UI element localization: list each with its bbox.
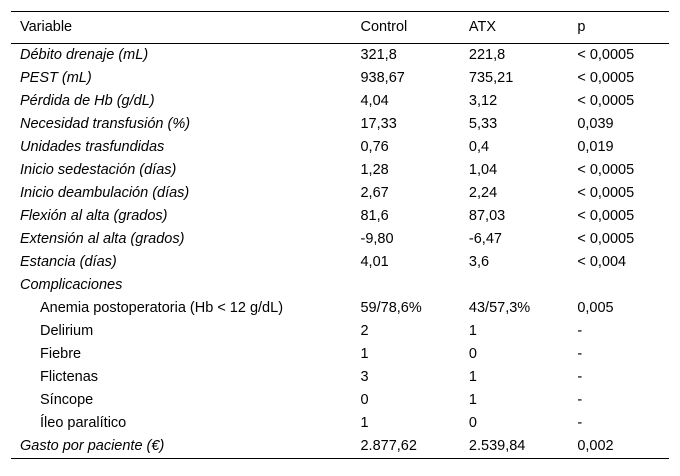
p-value: < 0,0005 xyxy=(577,208,635,224)
table-row xyxy=(11,297,669,320)
header-p: p xyxy=(577,19,586,35)
atx-value: 0 xyxy=(468,346,477,362)
row-label: Fiebre xyxy=(40,346,82,362)
p-value: 0,019 xyxy=(577,139,614,155)
table-row xyxy=(11,44,669,68)
row-label: Unidades trasfundidas xyxy=(20,139,165,155)
atx-value: 2,24 xyxy=(468,185,498,201)
control-value: 17,33 xyxy=(360,116,397,132)
header-control: Control xyxy=(360,19,408,35)
table-row xyxy=(11,412,669,435)
atx-value: 2.539,84 xyxy=(468,438,526,454)
p-value: - xyxy=(577,369,583,385)
atx-value: 1 xyxy=(468,369,477,385)
atx-value: -6,47 xyxy=(468,231,502,247)
row-label: Estancia (días) xyxy=(20,254,117,270)
control-value: 1,28 xyxy=(360,162,389,178)
atx-value: 221,8 xyxy=(468,47,506,63)
p-value: < 0,0005 xyxy=(577,47,635,63)
table-row xyxy=(11,136,669,159)
atx-value: 1 xyxy=(468,392,477,408)
p-value: < 0,004 xyxy=(577,254,627,270)
p-value: 0,039 xyxy=(577,116,614,132)
row-label: Débito drenaje (mL) xyxy=(20,47,149,63)
control-value: 0 xyxy=(360,392,369,408)
p-value xyxy=(577,274,669,297)
control-value: 2.877,62 xyxy=(360,438,417,454)
row-label: Flictenas xyxy=(40,369,99,385)
table-row xyxy=(11,205,669,228)
control-value: 938,67 xyxy=(360,70,405,86)
table-row xyxy=(11,251,669,274)
p-value: - xyxy=(577,392,583,408)
row-label: Anemia postoperatoria (Hb < 12 g/dL) xyxy=(40,300,284,316)
atx-value: 735,21 xyxy=(468,70,514,86)
header-row xyxy=(11,12,669,44)
atx-value: 43/57,3% xyxy=(468,300,531,316)
atx-value: 1,04 xyxy=(468,162,498,178)
row-label: Pérdida de Hb (g/dL) xyxy=(20,93,155,109)
p-value: 0,002 xyxy=(577,438,614,454)
control-value: 4,04 xyxy=(360,93,389,109)
row-label: Íleo paralítico xyxy=(40,415,127,431)
control-value: 81,6 xyxy=(360,208,389,224)
control-value: 3 xyxy=(360,369,369,385)
atx-value: 87,03 xyxy=(468,208,506,224)
table-row xyxy=(11,159,669,182)
table-row-section xyxy=(11,274,669,297)
table-row xyxy=(11,113,669,136)
atx-value: 0,4 xyxy=(468,139,490,155)
table-row xyxy=(11,343,669,366)
row-label: Delirium xyxy=(40,323,94,339)
table-row xyxy=(11,320,669,343)
table-row xyxy=(11,90,669,113)
control-value: 0,76 xyxy=(360,139,389,155)
row-label: Inicio sedestación (días) xyxy=(20,162,177,178)
row-label: Extensión al alta (grados) xyxy=(20,231,185,247)
header-atx: ATX xyxy=(468,19,497,35)
row-label: Flexión al alta (grados) xyxy=(20,208,168,224)
table-row xyxy=(11,67,669,90)
header-variable: Variable xyxy=(20,19,73,35)
atx-value xyxy=(469,274,577,297)
table-row xyxy=(11,389,669,412)
control-value: -9,80 xyxy=(360,231,394,247)
control-value: 2,67 xyxy=(360,185,389,201)
p-value: < 0,0005 xyxy=(577,162,635,178)
table-row xyxy=(11,435,669,459)
row-label: Síncope xyxy=(40,392,94,408)
row-label: Gasto por paciente (€) xyxy=(20,438,165,454)
p-value: - xyxy=(577,323,583,339)
table-container xyxy=(11,11,669,459)
row-label: Necesidad transfusión (%) xyxy=(20,116,191,132)
control-value: 321,8 xyxy=(360,47,397,63)
control-value: 4,01 xyxy=(360,254,389,270)
control-value: 2 xyxy=(360,323,369,339)
table-row xyxy=(11,366,669,389)
atx-value: 5,33 xyxy=(468,116,498,132)
p-value: - xyxy=(577,415,583,431)
p-value: < 0,0005 xyxy=(577,185,635,201)
atx-value: 3,6 xyxy=(468,254,490,270)
section-label: Complicaciones xyxy=(20,277,123,293)
table-row xyxy=(11,228,669,251)
control-value: 59/78,6% xyxy=(360,300,422,316)
atx-value: 3,12 xyxy=(468,93,498,109)
control-value xyxy=(360,274,468,297)
results-table xyxy=(11,11,669,459)
table-row xyxy=(11,182,669,205)
p-value: 0,005 xyxy=(577,300,614,316)
row-label: PEST (mL) xyxy=(20,70,92,86)
atx-value: 1 xyxy=(468,323,477,339)
p-value: < 0,0005 xyxy=(577,93,635,109)
atx-value: 0 xyxy=(468,415,477,431)
p-value: - xyxy=(577,346,583,362)
p-value: < 0,0005 xyxy=(577,231,635,247)
p-value: < 0,0005 xyxy=(577,70,635,86)
control-value: 1 xyxy=(360,346,369,362)
control-value: 1 xyxy=(360,415,369,431)
row-label: Inicio deambulación (días) xyxy=(20,185,190,201)
